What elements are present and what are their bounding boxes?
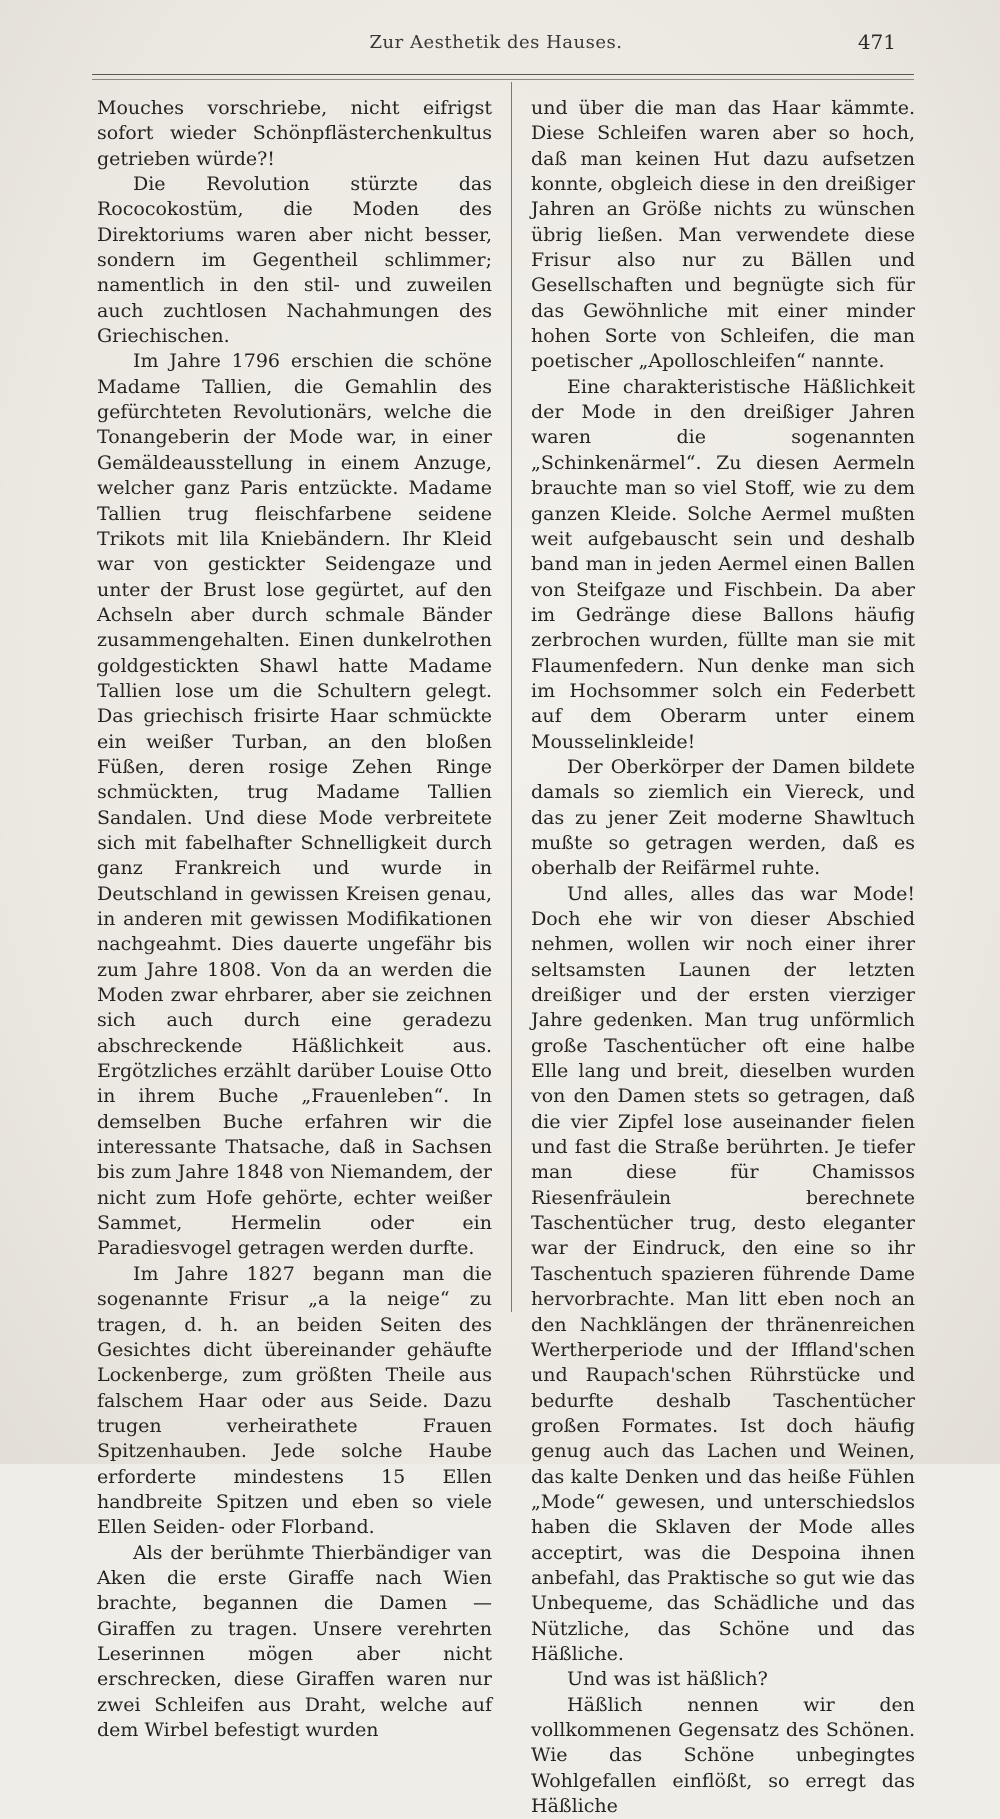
paragraph: Die Revolution stürzte das Rococokostüm, die Moden des Direktoriums waren aber nicht besser, sondern im Gegentheil schlimmer; namentlich in den stil- und zuweilen auch zuchtlosen Nachahmungen des Griechischen. [97, 173, 492, 348]
page-number: 471 [857, 30, 896, 54]
paragraph: Und alles, alles das war Mode! Doch ehe wir von dieser Abschied nehmen, wollen wir noch einer ihrer seltsamsten Launen der letzten dreißiger und der ersten vierziger Jahre gedenken. Man trug unförmlich große Taschentücher oft eine halbe Elle lang und breit, dieselben wurden von den Damen stets so getragen, daß die vier Zipfel lose auseinander fielen und fast die Straße berührten. Je tiefer man diese für Chamissos Riesenfräulein berechnete Taschentücher trug, desto eleganter war der Eindruck, den eine so ihr Taschentuch spazieren führende Dame hervorbrachte. Man litt eben noch an den Nachklängen der thränenreichen Wertherperiode und der Iffland'schen und Raupach'schen Rührstücke und bedurfte deshalb Taschentücher großen Formates. Ist doch häufig genug auch das Lachen und Weinen, das kalte Denken und das heiße Fühlen „Mode“ gewesen, und unterschiedslos haben die Sklaven der Mode alles acceptirt, was die Despoina ihnen anbefahl, das Praktische so gut wie das Unbequeme, das Schädliche und das Nützliche, das Schöne und das Häßliche. [531, 882, 915, 1665]
paragraph: Im Jahre 1827 begann man die sogenannte Frisur „a la neige“ zu tragen, d. h. an beiden Seiten des Gesichtes dicht übereinander gehäufte Lockenberge, zum größten Theile aus falschem Haar oder aus Seide. Dazu trugen verheirathete Frauen Spitzenhauben. Jede solche Haube erforderte mindestens 15 Ellen handbreite Spitzen und eben so viele Ellen Seiden- oder Florband. [97, 1262, 492, 1539]
paragraph: und über die man das Haar kämmte. Diese Schleifen waren aber so hoch, daß man keinen Hut dazu aufsetzen konnte, obgleich diese in den dreißiger Jahren an Größe nichts zu wünschen übrig ließen. Man verwendete diese Frisur also nur zu Bällen und Gesellschaften und begnügte sich für das Gewöhnliche mit einer minder hohen Sorte von Schleifen, die man poetischer „Apolloschleifen“ nannte. [531, 97, 915, 373]
left-text-column [97, 96, 492, 1743]
page-header [96, 30, 896, 64]
running-title: Zur Aesthetik des Hauses. [369, 32, 623, 53]
paragraph: Häßlich nennen wir den vollkommenen Gegensatz des Schönen. Wie das Schöne unbegingtes Wohlgefallen einflößt, so erregt das Häßliche [531, 1693, 915, 1818]
paragraph: Und was ist häßlich? [567, 1668, 768, 1691]
paragraph: Mouches vorschriebe, nicht eifrigst sofort wieder Schönpflästerchenkultus getrieben würde?! [97, 97, 492, 170]
right-text-column [531, 96, 915, 1819]
column-divider [511, 82, 512, 1312]
header-rule-secondary [92, 79, 914, 80]
paragraph: Der Oberkörper der Damen bildete damals so ziemlich ein Viereck, und das zu jener Zeit moderne Shawltuch mußte so getragen werden, daß es oberhalb der Reifärmel ruhte. [531, 755, 915, 880]
header-rule [92, 74, 914, 75]
paragraph: Im Jahre 1796 erschien die schöne Madame Tallien, die Gemahlin des gefürchteten Revolutionärs, welche die Tonangeberin der Mode war, in einer Gemäldeausstellung in einem Anzuge, welcher ganz Paris entzückte. Madame Tallien trug fleischfarbene seidene Trikots mit lila Kniebändern. Ihr Kleid war von gestickter Seidengaze und unter der Brust lose gegürtet, auf den Achseln aber durch schmale Bänder zusammengehalten. Einen dunkelrothen goldgestickten Shawl hatte Madame Tallien lose um die Schultern gelegt. Das griechisch frisirte Haar schmückte ein weißer Turban, an den bloßen Füßen, deren rosige Zehen Ringe schmückten, trug Madame Tallien Sandalen. Und diese Mode verbreitete sich mit fabelhafter Schnelligkeit durch ganz Frankreich und wurde in Deutschland in gewissen Kreisen genau, in anderen mit gewissen Modifikationen nachgeahmt. Dies dauerte ungefähr bis zum Jahre 1808. Von da an werden die Moden zwar ehrbarer, aber sie zeichnen sich auch durch eine geradezu abschreckende Häßlichkeit aus. Ergötzliches erzählt darüber Louise Otto in ihrem Buche „Frauenleben“. In demselben Buche erfahren wir die interessante Thatsache, daß in Sachsen bis zum Jahre 1848 von Niemandem, der nicht zum Hofe gehörte, echter weißer Sammet, Hermelin oder ein Paradiesvogel getragen werden durfte. [97, 350, 492, 1260]
paragraph: Als der berühmte Thierbändiger van Aken die erste Giraffe nach Wien brachte, begannen die Damen — Giraffen zu tragen. Unsere verehrten Leserinnen mögen aber nicht erschrecken, diese Giraffen waren nur zwei Schleifen aus Draht, welche auf dem Wirbel befestigt wurden [97, 1541, 492, 1741]
paragraph: Eine charakteristische Häßlichkeit der Mode in den dreißiger Jahren waren die sogenannten „Schinkenärmel“. Zu diesen Aermeln brauchte man so viel Stoff, wie zu dem ganzen Kleide. Solche Aermel mußten weit aufgebauscht sein und deshalb band man in jeden Aermel einen Ballen von Steifgaze und Fischbein. Da aber im Gedränge diese Ballons häufig zerbrochen wurden, füllte man sie mit Flaumenfedern. Nun denke man sich im Hochsommer solch ein Federbett auf dem Oberarm unter einem Mousselinkleide! [531, 375, 915, 753]
